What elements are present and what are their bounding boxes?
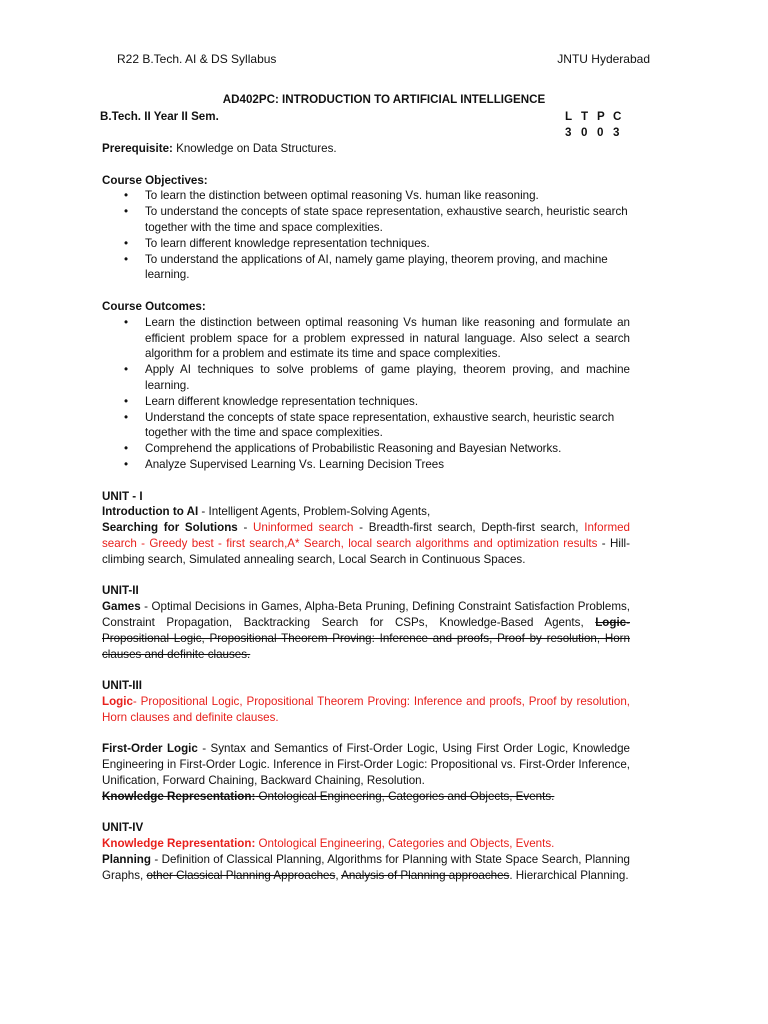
unit1-local-rest: - Hill-climbing search, Simulated annealing search, Local Search in Continuous Spaces. <box>102 536 630 566</box>
unit1-uninformed-rest: - Breadth-first search, Depth-first search, <box>353 521 585 535</box>
list-item: • Learn different knowledge representation techniques. <box>102 394 630 410</box>
ltpc-label-c: C <box>613 110 622 123</box>
ltpc-table <box>565 109 629 141</box>
unit1-intro-text: - Intelligent Agents, Problem-Solving Agents, <box>198 505 431 519</box>
unit4-planning-text: - Definition of Classical Planning, Algorithms for Planning with State Space Search, Planning Graphs, <box>102 852 630 882</box>
unit3-fol <box>102 741 630 788</box>
unit3-kr-label: Knowledge Representation: <box>102 789 256 803</box>
unit2-games-label: Games <box>102 600 141 614</box>
course-title: AD402PC: INTRODUCTION TO ARTIFICIAL INTELLIGENCE <box>222 93 546 106</box>
unit4-planning-end: . Hierarchical Planning. <box>509 868 629 882</box>
unit1-local: local search algorithms and optimization results <box>348 536 598 550</box>
unit2-heading: UNIT-II <box>102 584 139 598</box>
unit2-text <box>102 599 630 662</box>
ltpc-label-p: P <box>597 110 605 123</box>
ltpc-label-l: L <box>565 110 573 123</box>
list-item: • To understand the applications of AI, namely game playing, theorem proving, and machine learning. <box>102 252 630 284</box>
header-left: R22 B.Tech. AI & DS Syllabus <box>117 52 277 66</box>
unit3-fol-text: - Syntax and Semantics of First-Order Logic, Using First Order Logic, Knowledge Engineering in First-Order Logic. Inference in First-Order Logic: Propositional vs. First-Order Inference, Unification, Forward Chaining, Backward Chaining, Resolution. <box>102 742 630 787</box>
list-item: • Understand the concepts of state space representation, exhaustive search, heuristic search together with the time and space complexities. <box>102 410 630 442</box>
ltpc-value-l: 3 <box>565 125 572 139</box>
list-item: • Learn the distinction between optimal reasoning Vs human like reasoning and formulate an efficient problem space for a problem expressed in natural language. Also select a search algorithm for a problem and estimate its time and space complexities. <box>102 315 630 362</box>
unit3-logic-text: - Propositional Logic, Propositional Theorem Proving: Inference and proofs, Proof by resolution, Horn clauses and definite clauses. <box>102 694 630 724</box>
unit1-informed: Informed search <box>102 521 631 550</box>
header-right: JNTU Hyderabad <box>557 52 650 66</box>
unit4-planning-label: Planning <box>102 852 151 866</box>
unit1-heading: UNIT - I <box>102 489 143 503</box>
unit2-games-text: - Optimal Decisions in Games, Alpha-Beta Pruning, Defining Constraint Satisfaction Problems, Constraint Propagation, Backtracking Search for CSPs, Knowledge-Based Agents, <box>102 600 630 629</box>
outcomes-list <box>102 315 630 473</box>
ltpc-value-p: 0 <box>597 125 604 139</box>
list-item: • Comprehend the applications of Probabilistic Reasoning and Bayesian Networks. <box>102 441 630 457</box>
list-item: • To understand the concepts of state space representation, exhaustive search, heuristic search together with the time and space complexities. <box>102 204 630 236</box>
unit2-logic-text: - Propositional Logic, Propositional Theorem Proving: Inference and proofs, Proof by resolution, Horn clauses and definite clauses. <box>102 615 630 661</box>
unit2-logic-label: Logic <box>595 615 627 629</box>
unit1-uninformed: Uninformed search <box>253 521 354 535</box>
unit1-informed-rest: - Greedy best - first search,A* Search, <box>136 536 349 550</box>
prerequisite-label: Prerequisite: <box>102 142 173 155</box>
unit1-search <box>102 520 630 567</box>
objectives-heading: Course Objectives: <box>102 173 208 187</box>
list-item: • Analyze Supervised Learning Vs. Learning Decision Trees <box>102 457 630 473</box>
unit4-heading: UNIT-IV <box>102 821 144 835</box>
ltpc-value-t: 0 <box>581 125 588 139</box>
unit4-struck-approaches: other Classical Planning Approaches <box>146 868 336 882</box>
list-item: • Apply AI techniques to solve problems of game playing, theorem proving, and machine learning. <box>102 362 630 394</box>
unit4-kr <box>102 836 630 852</box>
unit1-intro <box>102 504 630 520</box>
ltpc-label-t: T <box>581 110 589 123</box>
unit3-fol-label: First-Order Logic <box>102 742 198 756</box>
list-item: • To learn the distinction between optimal reasoning Vs. human like reasoning. <box>102 188 630 204</box>
year-semester: B.Tech. II Year II Sem. <box>100 110 219 123</box>
unit1-intro-label: Introduction to AI <box>102 505 199 519</box>
prerequisite-text: Knowledge on Data Structures. <box>172 142 337 155</box>
ltpc-value-c: 3 <box>613 125 620 139</box>
unit1-search-label: Searching for Solutions <box>102 521 238 535</box>
unit4-comma: , <box>335 868 342 882</box>
objectives-list <box>102 188 630 283</box>
unit4-kr-label: Knowledge Representation: <box>102 837 256 851</box>
outcomes-heading: Course Outcomes: <box>102 299 206 313</box>
unit4-struck-analysis: Analysis of Planning approaches <box>341 868 510 882</box>
unit3-kr-text: Ontological Engineering, Categories and Objects, Events. <box>255 789 555 803</box>
unit3-heading: UNIT-III <box>102 679 142 693</box>
unit4-kr-text: Ontological Engineering, Categories and Objects, Events. <box>255 837 555 851</box>
unit4-planning <box>102 852 630 884</box>
unit3-logic-label: Logic <box>102 694 133 708</box>
prerequisite <box>102 141 630 157</box>
ltpc-labels <box>565 109 629 125</box>
unit1-search-dash: - <box>237 521 254 535</box>
list-item: • To learn different knowledge representation techniques. <box>102 236 630 252</box>
ltpc-values <box>565 125 629 141</box>
unit3-logic <box>102 694 630 726</box>
syllabus-body <box>102 141 630 883</box>
unit3-kr <box>102 789 630 805</box>
